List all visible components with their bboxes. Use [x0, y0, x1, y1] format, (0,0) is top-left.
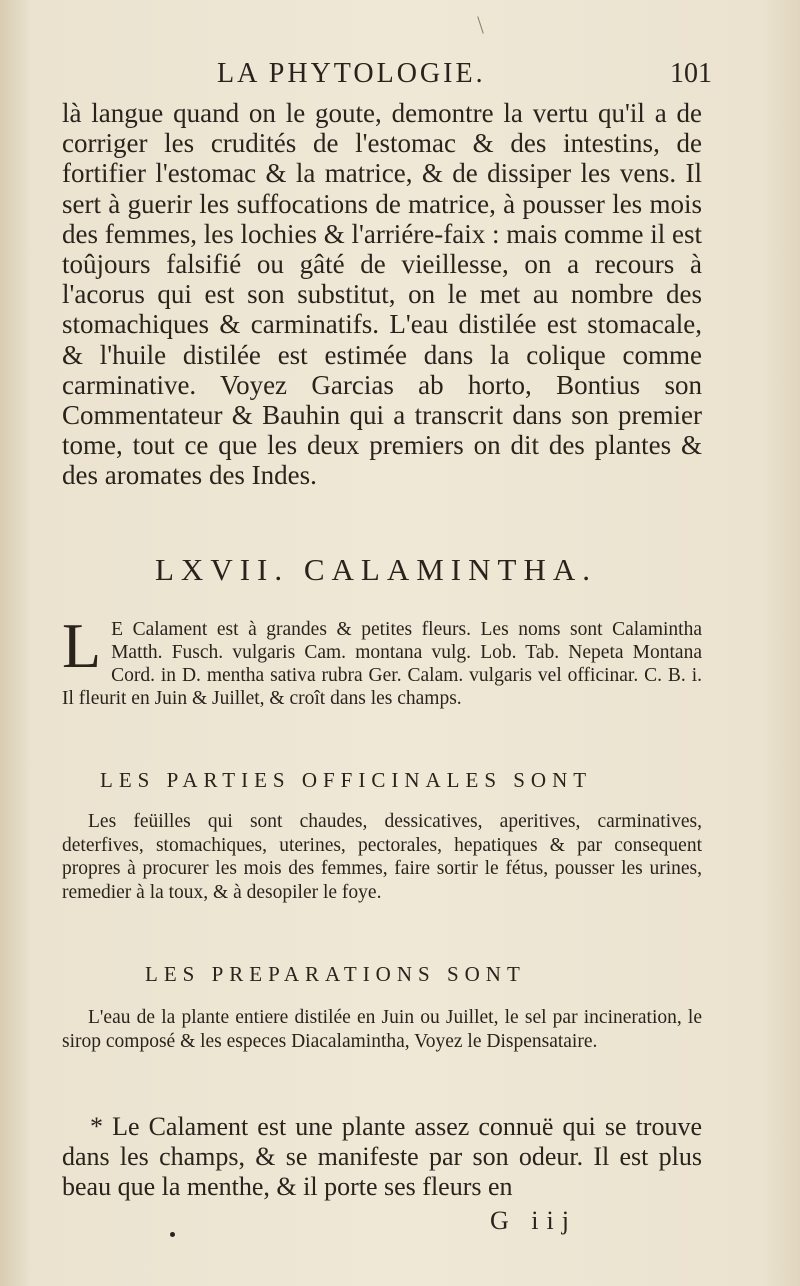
page-header — [62, 58, 712, 98]
intro-paragraph: là langue quand on le goute, demontre la vertu qu'il a de corriger les crudités de l'estomac & des intestins, de fortifier l'estomac & la matrice, & de dissiper les vens. Il sert à guerir les suffocations de matrice, à pousser les mois des femmes, les lochies & l'arriére-faix : mais comme il est toûjours falsifié ou gâté de vieillesse, on a recours à l'acorus qui est son substitut, on le met au nombre des stomachiques & carminatifs. L'eau distilée est stomacale, & l'huile distilée est estimée dans la colique comme carminative. Voyez Garcias ab horto, Bontius son Commentateur & Bauhin qui a transcrit dans son premier tome, tout ce que les deux premiers on dit des plantes & des aromates des Indes. — [62, 98, 702, 491]
parts-heading: LES PARTIES OFFICINALES SONT — [100, 768, 593, 792]
names-paragraph-block — [62, 610, 702, 710]
page-number: 101 — [670, 58, 712, 89]
signature-mark: G iij — [490, 1206, 577, 1235]
ink-dot — [170, 1232, 175, 1237]
names-paragraph: E Calament est à grandes & petites fleurs. Les noms sont Calamintha Matth. Fusch. vulgaris Cam. montana vulg. Lob. Tab. Nepeta Montana Cord. in D. mentha sativa rubra Ger. Calam. vulgaris vel officinar. C. B. i. Il fleurit en Juin & Juillet, & croît dans les champs. — [62, 619, 702, 709]
preparations-paragraph-block — [62, 1006, 702, 1053]
parts-paragraph-block — [62, 810, 702, 904]
note-paragraph: * Le Calament est une plante assez connuë qui se trouve dans les champs, & se manifeste par son odeur. Il est plus beau que la menthe, & il porte ses fleurs en — [62, 1112, 702, 1201]
intro-paragraph-block — [62, 98, 702, 491]
chapter-title: LXVII. CALAMINTHA. — [155, 552, 597, 587]
preparations-heading: LES PREPARATIONS SONT — [145, 962, 526, 986]
preparations-paragraph: L'eau de la plante entiere distilée en Juin ou Juillet, le sel par incineration, le sirop composé & les especes Diacalamintha, Voyez le Dispensataire. — [62, 1007, 702, 1052]
parts-paragraph: Les feüilles qui sont chaudes, dessicatives, aperitives, carminatives, deterfives, stomachiques, uterines, pectorales, hepatiques & par consequent propres à procurer les mois des femmes, faire sortir le fétus, pousser les urines, remedier à la toux, & à desopiler le foye. — [62, 811, 702, 903]
running-title: LA PHYTOLOGIE. — [217, 58, 486, 89]
margin-mark — [477, 16, 484, 33]
dropcap-letter: L — [62, 610, 102, 681]
note-paragraph-block — [62, 1112, 702, 1202]
